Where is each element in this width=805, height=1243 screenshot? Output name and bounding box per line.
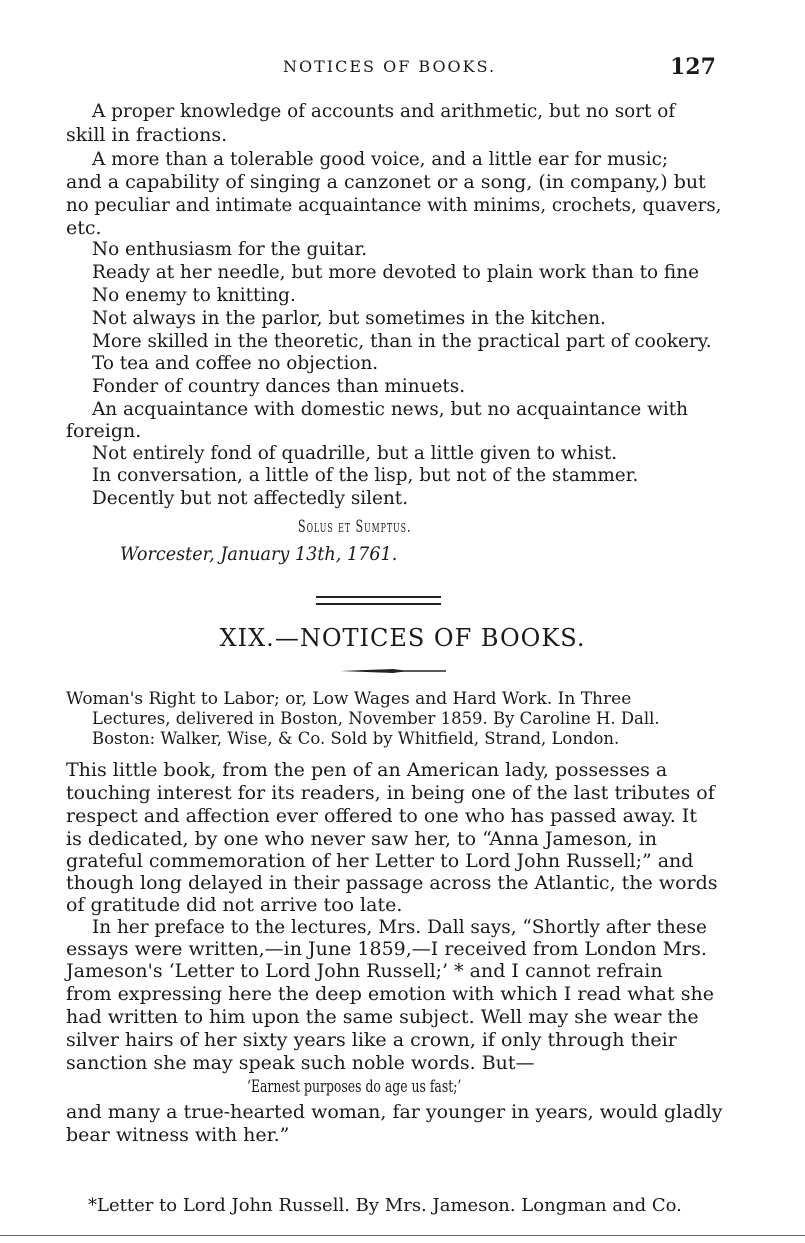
poem-line: foreign.	[66, 420, 142, 442]
book-citation-line: Woman's Right to Labor; or, Low Wages and Hard Work. In Three	[66, 689, 632, 709]
review-line: essays were written,—in June 1859,—I received from London Mrs.	[66, 938, 707, 960]
poem-line: More skilled in the theoretic, than in the practical part of cookery.	[92, 330, 712, 352]
page-bottom-edge	[0, 1235, 805, 1236]
running-title: NOTICES OF BOOKS.	[283, 57, 497, 76]
poem-line: Fonder of country dances than minuets.	[92, 375, 466, 397]
poem-line: no peculiar and intimate acquaintance with minims, crochets, quavers,	[66, 194, 722, 216]
poem-line: and a capability of singing a canzonet or a song, (in company,) but	[66, 171, 706, 193]
footnote: *Letter to Lord John Russell. By Mrs. Jameson. Longman and Co.	[88, 1195, 682, 1216]
review-line: and many a true-hearted woman, far younger in years, would gladly	[66, 1101, 723, 1123]
signature: Solus et Sumptus.	[298, 517, 412, 537]
review-line: This little book, from the pen of an American lady, possesses a	[66, 759, 668, 781]
review-line: from expressing here the deep emotion with which I read what she	[66, 983, 714, 1005]
poem-line: Not entirely fond of quadrille, but a little given to whist.	[92, 442, 618, 464]
review-line: though long delayed in their passage across the Atlantic, the words	[66, 872, 718, 894]
poem-line: In conversation, a little of the lisp, but not of the stammer.	[92, 464, 639, 486]
review-line: sanction she may speak such noble words. But—	[66, 1052, 535, 1074]
poem-line: An acquaintance with domestic news, but no acquaintance with	[92, 398, 689, 420]
poem-line: To tea and coffee no objection.	[92, 352, 379, 374]
review-line: respect and affection ever offered to one who has passed away. It	[66, 805, 697, 827]
poem-line: A proper knowledge of accounts and arithmetic, but no sort of	[92, 100, 676, 122]
ornament-rule	[338, 666, 448, 676]
poem-line: skill in fractions.	[66, 124, 228, 146]
poem-line: Not always in the parlor, but sometimes in the kitchen.	[92, 307, 606, 329]
book-citation-line: Boston: Walker, Wise, & Co. Sold by Whitfield, Strand, London.	[92, 729, 620, 749]
review-line: Jameson's ‘Letter to Lord John Russell;’ * and I cannot refrain	[66, 960, 663, 982]
review-line: grateful commemoration of her Letter to Lord John Russell;” and	[66, 850, 694, 872]
poem-line: etc.	[66, 217, 102, 239]
page-number: 127	[670, 54, 716, 80]
poem-line: Decently but not affectedly silent.	[92, 487, 409, 509]
review-line: is dedicated, by one who never saw her, to “Anna Jameson, in	[66, 828, 657, 850]
poem-line: No enthusiasm for the guitar.	[92, 238, 368, 260]
poem-line: No enemy to knitting.	[92, 284, 296, 306]
quotation-line: ‘Earnest purposes do age us fast;’	[247, 1077, 462, 1097]
review-line: had written to him upon the same subject. Well may she wear the	[66, 1006, 699, 1028]
review-line: silver hairs of her sixty years like a crown, if only through their	[66, 1029, 677, 1051]
dateline: Worcester, January 13th, 1761.	[120, 543, 398, 565]
review-line: In her preface to the lectures, Mrs. Dall says, “Shortly after these	[92, 916, 707, 938]
section-heading: XIX.—NOTICES OF BOOKS.	[219, 624, 586, 652]
poem-line: A more than a tolerable good voice, and a little ear for music;	[92, 148, 669, 170]
review-line: touching interest for its readers, in being one of the last tributes of	[66, 782, 715, 804]
section-divider	[316, 596, 441, 605]
running-head	[0, 54, 805, 84]
book-citation-line: Lectures, delivered in Boston, November 1859. By Caroline H. Dall.	[92, 709, 660, 729]
poem-line: Ready at her needle, but more devoted to plain work than to fine	[92, 261, 699, 283]
review-line: bear witness with her.”	[66, 1124, 290, 1146]
review-line: of gratitude did not arrive too late.	[66, 894, 403, 916]
